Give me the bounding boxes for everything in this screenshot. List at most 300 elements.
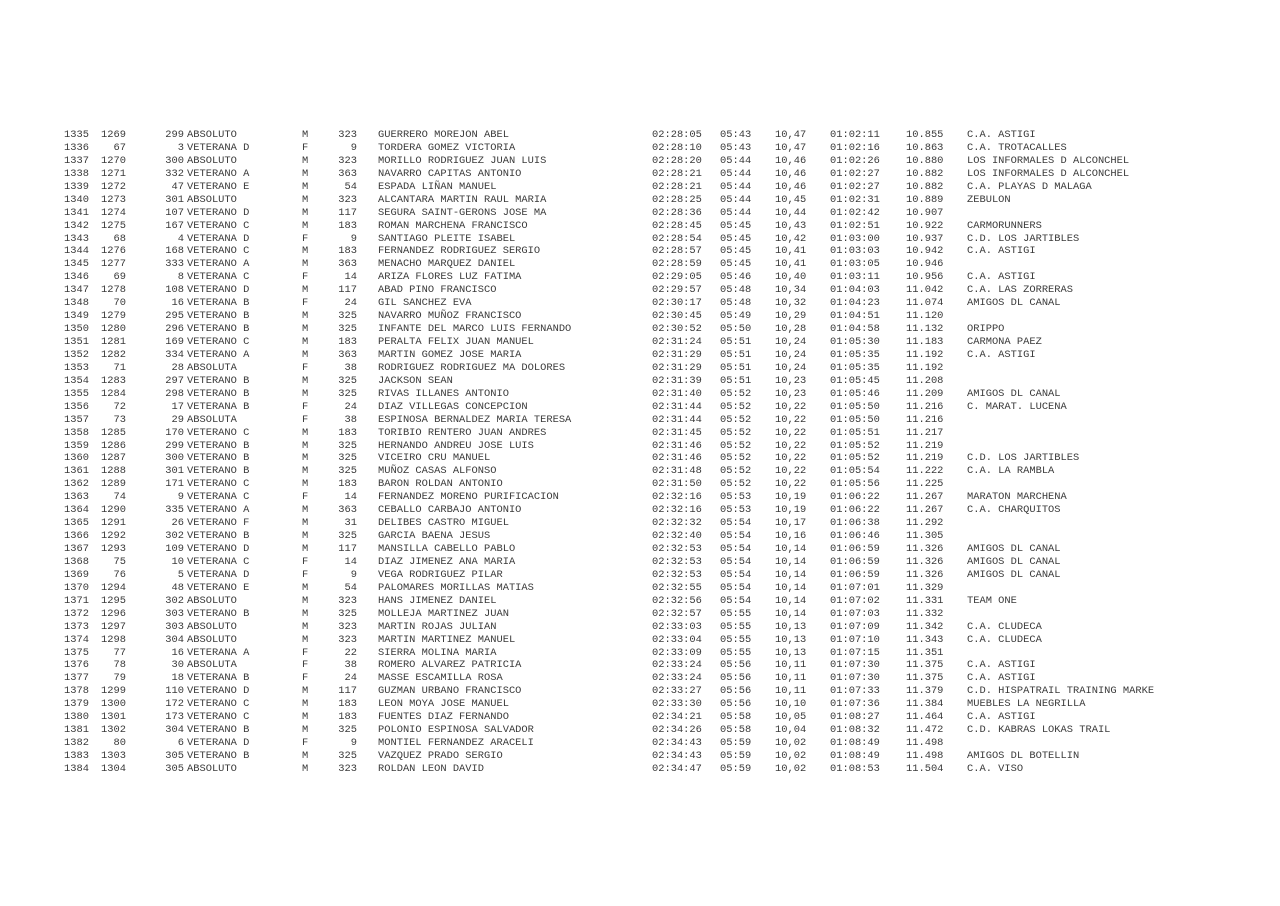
speed: 10,14 bbox=[775, 581, 807, 594]
category-count: 323 bbox=[338, 762, 357, 775]
table-row bbox=[0, 737, 1280, 750]
club-name: ZEBULON bbox=[967, 193, 1011, 206]
table-row bbox=[0, 297, 1280, 310]
distance: 11.219 bbox=[906, 439, 944, 452]
club-name: C.A. LAS ZORRERAS bbox=[967, 284, 1074, 297]
category-name: VETERANO C bbox=[187, 478, 250, 491]
runner-name: MARTIN GOMEZ JOSE MARIA bbox=[378, 348, 522, 361]
finish-time: 02:28:57 bbox=[652, 245, 702, 258]
speed: 10,14 bbox=[775, 594, 807, 607]
speed: 10,22 bbox=[775, 478, 807, 491]
overall-position: 1354 bbox=[64, 374, 89, 387]
distance: 11.267 bbox=[906, 504, 944, 517]
pace: 05:54 bbox=[720, 568, 752, 581]
gender-position: 71 bbox=[113, 361, 126, 374]
category-position: 109 bbox=[165, 543, 184, 555]
category-position: 5 bbox=[177, 568, 184, 581]
pace: 05:59 bbox=[720, 750, 752, 762]
table-row bbox=[0, 271, 1280, 284]
sex: M bbox=[302, 206, 309, 219]
speed: 10,05 bbox=[775, 711, 807, 724]
pace: 05:43 bbox=[720, 129, 752, 141]
pace: 05:58 bbox=[720, 724, 752, 737]
finish-time: 02:28:21 bbox=[652, 180, 702, 193]
sex: M bbox=[302, 245, 309, 258]
gender-position: 1271 bbox=[101, 167, 126, 180]
club-name: C.A. LA RAMBLA bbox=[967, 465, 1055, 478]
time-gap: 01:02:16 bbox=[830, 141, 880, 154]
category-name: ABSOLUTA bbox=[187, 659, 237, 672]
time-gap: 01:05:56 bbox=[830, 478, 880, 491]
gender-position: 1290 bbox=[101, 504, 126, 517]
speed: 10,29 bbox=[775, 310, 807, 323]
speed: 10,22 bbox=[775, 452, 807, 465]
overall-position: 1345 bbox=[64, 258, 89, 271]
runner-name: DELIBES CASTRO MIGUEL bbox=[378, 517, 509, 530]
category-count: 9 bbox=[350, 568, 357, 581]
gender-position: 1273 bbox=[101, 193, 126, 206]
category-name: VETERANO B bbox=[187, 724, 250, 737]
runner-name: ABAD PINO FRANCISCO bbox=[378, 284, 497, 297]
club-name: C.A. CLUDECA bbox=[967, 620, 1042, 633]
category-name: VETERANA D bbox=[187, 737, 250, 750]
speed: 10,41 bbox=[775, 245, 807, 258]
speed: 10,46 bbox=[775, 180, 807, 193]
table-row bbox=[0, 595, 1280, 608]
overall-position: 1358 bbox=[64, 426, 89, 439]
overall-position: 1346 bbox=[64, 271, 89, 284]
sex: M bbox=[302, 129, 309, 141]
club-name: LOS INFORMALES D ALCONCHEL bbox=[967, 167, 1130, 180]
speed: 10,11 bbox=[775, 672, 807, 685]
category-position: 334 bbox=[165, 348, 184, 361]
overall-position: 1341 bbox=[64, 206, 89, 219]
distance: 10.956 bbox=[906, 271, 944, 284]
speed: 10,11 bbox=[775, 685, 807, 698]
speed: 10,47 bbox=[775, 141, 807, 154]
category-name: VETERANO D bbox=[187, 685, 250, 698]
category-position: 8 bbox=[177, 271, 184, 284]
table-row bbox=[0, 659, 1280, 672]
distance: 10.907 bbox=[906, 206, 944, 219]
category-position: 28 bbox=[171, 361, 184, 374]
pace: 05:51 bbox=[720, 336, 752, 348]
sex: F bbox=[302, 361, 309, 374]
time-gap: 01:05:52 bbox=[830, 439, 880, 452]
sex: M bbox=[302, 504, 309, 517]
overall-position: 1349 bbox=[64, 310, 89, 323]
pace: 05:45 bbox=[720, 258, 752, 271]
overall-position: 1361 bbox=[64, 465, 89, 478]
distance: 11.208 bbox=[906, 374, 944, 387]
table-row bbox=[0, 362, 1280, 375]
table-row bbox=[0, 452, 1280, 465]
finish-time: 02:31:48 bbox=[652, 465, 702, 478]
club-name: C.A. ASTIGI bbox=[967, 348, 1036, 361]
pace: 05:50 bbox=[720, 323, 752, 336]
finish-time: 02:28:20 bbox=[652, 154, 702, 167]
category-name: VETERANO C bbox=[187, 336, 250, 348]
overall-position: 1343 bbox=[64, 232, 89, 245]
category-count: 325 bbox=[338, 465, 357, 478]
pace: 05:55 bbox=[720, 633, 752, 646]
runner-name: BARON ROLDAN ANTONIO bbox=[378, 478, 503, 491]
category-position: 303 bbox=[165, 607, 184, 620]
gender-position: 1280 bbox=[101, 323, 126, 336]
distance: 11.222 bbox=[906, 465, 944, 478]
speed: 10,04 bbox=[775, 724, 807, 737]
sex: M bbox=[302, 387, 309, 400]
distance: 11.464 bbox=[906, 711, 944, 724]
category-count: 183 bbox=[338, 219, 357, 232]
club-name: LOS INFORMALES D ALCONCHEL bbox=[967, 154, 1130, 167]
speed: 10,24 bbox=[775, 348, 807, 361]
table-row bbox=[0, 233, 1280, 246]
speed: 10,14 bbox=[775, 555, 807, 568]
distance: 11.132 bbox=[906, 323, 944, 336]
finish-time: 02:31:45 bbox=[652, 426, 702, 439]
speed: 10,02 bbox=[775, 737, 807, 750]
time-gap: 01:06:59 bbox=[830, 568, 880, 581]
category-count: 323 bbox=[338, 154, 357, 167]
gender-position: 1296 bbox=[101, 607, 126, 620]
overall-position: 1366 bbox=[64, 530, 89, 543]
category-count: 323 bbox=[338, 633, 357, 646]
speed: 10,34 bbox=[775, 284, 807, 297]
category-count: 325 bbox=[338, 724, 357, 737]
time-gap: 01:05:51 bbox=[830, 426, 880, 439]
overall-position: 1350 bbox=[64, 323, 89, 336]
sex: M bbox=[302, 323, 309, 336]
sex: M bbox=[302, 310, 309, 323]
table-row bbox=[0, 634, 1280, 647]
category-position: 9 bbox=[177, 491, 184, 504]
runner-name: ROLDAN LEON DAVID bbox=[378, 762, 485, 775]
club-name: AMIGOS DL CANAL bbox=[967, 568, 1061, 581]
distance: 11.351 bbox=[906, 646, 944, 659]
distance: 11.384 bbox=[906, 698, 944, 711]
category-position: 301 bbox=[165, 193, 184, 206]
speed: 10,46 bbox=[775, 167, 807, 180]
overall-position: 1369 bbox=[64, 568, 89, 581]
club-name: TEAM ONE bbox=[967, 594, 1017, 607]
time-gap: 01:04:03 bbox=[830, 284, 880, 297]
finish-time: 02:31:46 bbox=[652, 439, 702, 452]
speed: 10,22 bbox=[775, 439, 807, 452]
sex: M bbox=[302, 426, 309, 439]
distance: 11.074 bbox=[906, 297, 944, 310]
club-name: C. MARAT. LUCENA bbox=[967, 400, 1067, 413]
speed: 10,45 bbox=[775, 193, 807, 206]
time-gap: 01:04:51 bbox=[830, 310, 880, 323]
category-count: 325 bbox=[338, 310, 357, 323]
time-gap: 01:07:15 bbox=[830, 646, 880, 659]
category-name: ABSOLUTO bbox=[187, 154, 237, 167]
speed: 10,32 bbox=[775, 297, 807, 310]
time-gap: 01:03:00 bbox=[830, 232, 880, 245]
pace: 05:54 bbox=[720, 581, 752, 594]
runner-name: VAZQUEZ PRADO SERGIO bbox=[378, 750, 503, 762]
runner-name: PERALTA FELIX JUAN MANUEL bbox=[378, 336, 534, 348]
speed: 10,19 bbox=[775, 504, 807, 517]
distance: 11.498 bbox=[906, 737, 944, 750]
time-gap: 01:03:11 bbox=[830, 271, 880, 284]
overall-position: 1342 bbox=[64, 219, 89, 232]
category-position: 47 bbox=[171, 180, 184, 193]
sex: M bbox=[302, 348, 309, 361]
runner-name: ARIZA FLORES LUZ FATIMA bbox=[378, 271, 522, 284]
club-name: MUEBLES LA NEGRILLA bbox=[967, 698, 1086, 711]
category-position: 170 bbox=[165, 426, 184, 439]
category-name: VETERANO B bbox=[187, 530, 250, 543]
category-name: VETERANA A bbox=[187, 646, 250, 659]
sex: M bbox=[302, 180, 309, 193]
distance: 10.937 bbox=[906, 232, 944, 245]
pace: 05:58 bbox=[720, 711, 752, 724]
time-gap: 01:08:53 bbox=[830, 762, 880, 775]
overall-position: 1352 bbox=[64, 348, 89, 361]
overall-position: 1381 bbox=[64, 724, 89, 737]
speed: 10,47 bbox=[775, 129, 807, 141]
pace: 05:53 bbox=[720, 504, 752, 517]
pace: 05:52 bbox=[720, 413, 752, 426]
time-gap: 01:07:30 bbox=[830, 672, 880, 685]
pace: 05:46 bbox=[720, 271, 752, 284]
pace: 05:44 bbox=[720, 167, 752, 180]
runner-name: PALOMARES MORILLAS MATIAS bbox=[378, 581, 534, 594]
pace: 05:44 bbox=[720, 193, 752, 206]
category-position: 332 bbox=[165, 167, 184, 180]
table-row bbox=[0, 582, 1280, 595]
table-row bbox=[0, 711, 1280, 724]
distance: 10.880 bbox=[906, 154, 944, 167]
sex: M bbox=[302, 284, 309, 297]
speed: 10,13 bbox=[775, 633, 807, 646]
table-row bbox=[0, 621, 1280, 634]
sex: M bbox=[302, 724, 309, 737]
category-count: 183 bbox=[338, 245, 357, 258]
category-name: ABSOLUTO bbox=[187, 129, 237, 141]
category-name: VETERANA C bbox=[187, 491, 250, 504]
category-position: 10 bbox=[171, 555, 184, 568]
category-position: 335 bbox=[165, 504, 184, 517]
gender-position: 1275 bbox=[101, 219, 126, 232]
runner-name: POLONIO ESPINOSA SALVADOR bbox=[378, 724, 534, 737]
pace: 05:52 bbox=[720, 426, 752, 439]
gender-position: 1301 bbox=[101, 711, 126, 724]
category-count: 117 bbox=[338, 685, 357, 698]
pace: 05:52 bbox=[720, 387, 752, 400]
distance: 11.342 bbox=[906, 620, 944, 633]
runner-name: HANS JIMENEZ DANIEL bbox=[378, 594, 497, 607]
finish-time: 02:31:29 bbox=[652, 361, 702, 374]
time-gap: 01:06:22 bbox=[830, 504, 880, 517]
table-row bbox=[0, 672, 1280, 685]
finish-time: 02:28:54 bbox=[652, 232, 702, 245]
category-position: 168 bbox=[165, 245, 184, 258]
category-name: VETERANO A bbox=[187, 258, 250, 271]
distance: 10.855 bbox=[906, 129, 944, 141]
sex: F bbox=[302, 659, 309, 672]
overall-position: 1335 bbox=[64, 129, 89, 141]
overall-position: 1338 bbox=[64, 167, 89, 180]
pace: 05:51 bbox=[720, 348, 752, 361]
speed: 10,13 bbox=[775, 620, 807, 633]
club-name: C.A. CHARQUITOS bbox=[967, 504, 1061, 517]
speed: 10,14 bbox=[775, 568, 807, 581]
runner-name: MOLLEJA MARTINEZ JUAN bbox=[378, 607, 509, 620]
pace: 05:54 bbox=[720, 517, 752, 530]
club-name: C.D. KABRAS LOKAS TRAIL bbox=[967, 724, 1111, 737]
distance: 11.216 bbox=[906, 400, 944, 413]
distance: 11.192 bbox=[906, 361, 944, 374]
category-name: VETERANA C bbox=[187, 271, 250, 284]
pace: 05:56 bbox=[720, 698, 752, 711]
distance: 11.120 bbox=[906, 310, 944, 323]
category-name: VETERANO D bbox=[187, 543, 250, 555]
table-row bbox=[0, 207, 1280, 220]
table-row bbox=[0, 491, 1280, 504]
category-position: 304 bbox=[165, 724, 184, 737]
table-row bbox=[0, 724, 1280, 737]
finish-time: 02:28:59 bbox=[652, 258, 702, 271]
finish-time: 02:31:46 bbox=[652, 452, 702, 465]
category-position: 30 bbox=[171, 659, 184, 672]
category-count: 31 bbox=[344, 517, 357, 530]
pace: 05:55 bbox=[720, 646, 752, 659]
sex: M bbox=[302, 219, 309, 232]
club-name: CARMONA PAEZ bbox=[967, 336, 1042, 348]
time-gap: 01:06:22 bbox=[830, 491, 880, 504]
table-row bbox=[0, 608, 1280, 621]
pace: 05:45 bbox=[720, 245, 752, 258]
category-count: 22 bbox=[344, 646, 357, 659]
category-count: 24 bbox=[344, 672, 357, 685]
runner-name: ESPINOSA BERNALDEZ MARIA TERESA bbox=[378, 413, 572, 426]
category-position: 305 bbox=[165, 762, 184, 775]
category-name: VETERANO A bbox=[187, 504, 250, 517]
distance: 11.216 bbox=[906, 413, 944, 426]
distance: 11.498 bbox=[906, 750, 944, 762]
overall-position: 1348 bbox=[64, 297, 89, 310]
sex: M bbox=[302, 620, 309, 633]
speed: 10,22 bbox=[775, 426, 807, 439]
runner-name: LEON MOYA JOSE MANUEL bbox=[378, 698, 509, 711]
overall-position: 1353 bbox=[64, 361, 89, 374]
club-name: CARMORUNNERS bbox=[967, 219, 1042, 232]
gender-position: 1283 bbox=[101, 374, 126, 387]
gender-position: 76 bbox=[113, 568, 126, 581]
distance: 10.882 bbox=[906, 180, 944, 193]
speed: 10,16 bbox=[775, 530, 807, 543]
category-name: VETERANO B bbox=[187, 465, 250, 478]
club-name: C.A. ASTIGI bbox=[967, 245, 1036, 258]
runner-name: GIL SANCHEZ EVA bbox=[378, 297, 472, 310]
distance: 11.326 bbox=[906, 543, 944, 555]
gender-position: 1282 bbox=[101, 348, 126, 361]
overall-position: 1383 bbox=[64, 750, 89, 762]
club-name: C.D. LOS JARTIBLES bbox=[967, 452, 1080, 465]
category-position: 3 bbox=[177, 141, 184, 154]
category-position: 298 bbox=[165, 387, 184, 400]
category-count: 363 bbox=[338, 504, 357, 517]
finish-time: 02:30:52 bbox=[652, 323, 702, 336]
category-name: VETERANA D bbox=[187, 568, 250, 581]
category-name: VETERANO A bbox=[187, 167, 250, 180]
time-gap: 01:05:35 bbox=[830, 348, 880, 361]
pace: 05:52 bbox=[720, 478, 752, 491]
gender-position: 1298 bbox=[101, 633, 126, 646]
table-row bbox=[0, 750, 1280, 763]
category-position: 169 bbox=[165, 336, 184, 348]
category-count: 54 bbox=[344, 180, 357, 193]
category-count: 363 bbox=[338, 348, 357, 361]
runner-name: GUERRERO MOREJON ABEL bbox=[378, 129, 509, 141]
time-gap: 01:05:54 bbox=[830, 465, 880, 478]
distance: 11.504 bbox=[906, 762, 944, 775]
pace: 05:55 bbox=[720, 607, 752, 620]
overall-position: 1336 bbox=[64, 141, 89, 154]
time-gap: 01:02:27 bbox=[830, 167, 880, 180]
overall-position: 1372 bbox=[64, 607, 89, 620]
runner-name: SEGURA SAINT-GERONS JOSE MA bbox=[378, 206, 547, 219]
distance: 11.343 bbox=[906, 633, 944, 646]
category-position: 297 bbox=[165, 374, 184, 387]
overall-position: 1368 bbox=[64, 555, 89, 568]
runner-name: RODRIGUEZ RODRIGUEZ MA DOLORES bbox=[378, 361, 566, 374]
runner-name: MANSILLA CABELLO PABLO bbox=[378, 543, 516, 555]
sex: F bbox=[302, 400, 309, 413]
category-name: VETERANO B bbox=[187, 750, 250, 762]
pace: 05:56 bbox=[720, 685, 752, 698]
runner-name: FERNANDEZ MORENO PURIFICACION bbox=[378, 491, 559, 504]
overall-position: 1382 bbox=[64, 737, 89, 750]
finish-time: 02:33:30 bbox=[652, 698, 702, 711]
sex: F bbox=[302, 646, 309, 659]
category-count: 183 bbox=[338, 698, 357, 711]
club-name: C.A. ASTIGI bbox=[967, 672, 1036, 685]
speed: 10,13 bbox=[775, 646, 807, 659]
table-row bbox=[0, 323, 1280, 336]
sex: M bbox=[302, 374, 309, 387]
table-row bbox=[0, 168, 1280, 181]
sex: F bbox=[302, 141, 309, 154]
category-name: VETERANA C bbox=[187, 555, 250, 568]
sex: M bbox=[302, 750, 309, 762]
category-name: VETERANA B bbox=[187, 672, 250, 685]
category-name: VETERANA D bbox=[187, 232, 250, 245]
table-row bbox=[0, 465, 1280, 478]
pace: 05:45 bbox=[720, 219, 752, 232]
gender-position: 1295 bbox=[101, 594, 126, 607]
category-position: 295 bbox=[165, 310, 184, 323]
pace: 05:52 bbox=[720, 465, 752, 478]
distance: 11.192 bbox=[906, 348, 944, 361]
time-gap: 01:05:50 bbox=[830, 400, 880, 413]
category-count: 183 bbox=[338, 478, 357, 491]
runner-name: ESPADA LIÑAN MANUEL bbox=[378, 180, 497, 193]
runner-name: NAVARRO CAPITAS ANTONIO bbox=[378, 167, 522, 180]
gender-position: 1289 bbox=[101, 478, 126, 491]
finish-time: 02:33:04 bbox=[652, 633, 702, 646]
sex: F bbox=[302, 297, 309, 310]
distance: 11.042 bbox=[906, 284, 944, 297]
table-row bbox=[0, 181, 1280, 194]
runner-name: CEBALLO CARBAJO ANTONIO bbox=[378, 504, 522, 517]
gender-position: 1287 bbox=[101, 452, 126, 465]
category-name: VETERANO D bbox=[187, 206, 250, 219]
finish-time: 02:32:16 bbox=[652, 491, 702, 504]
